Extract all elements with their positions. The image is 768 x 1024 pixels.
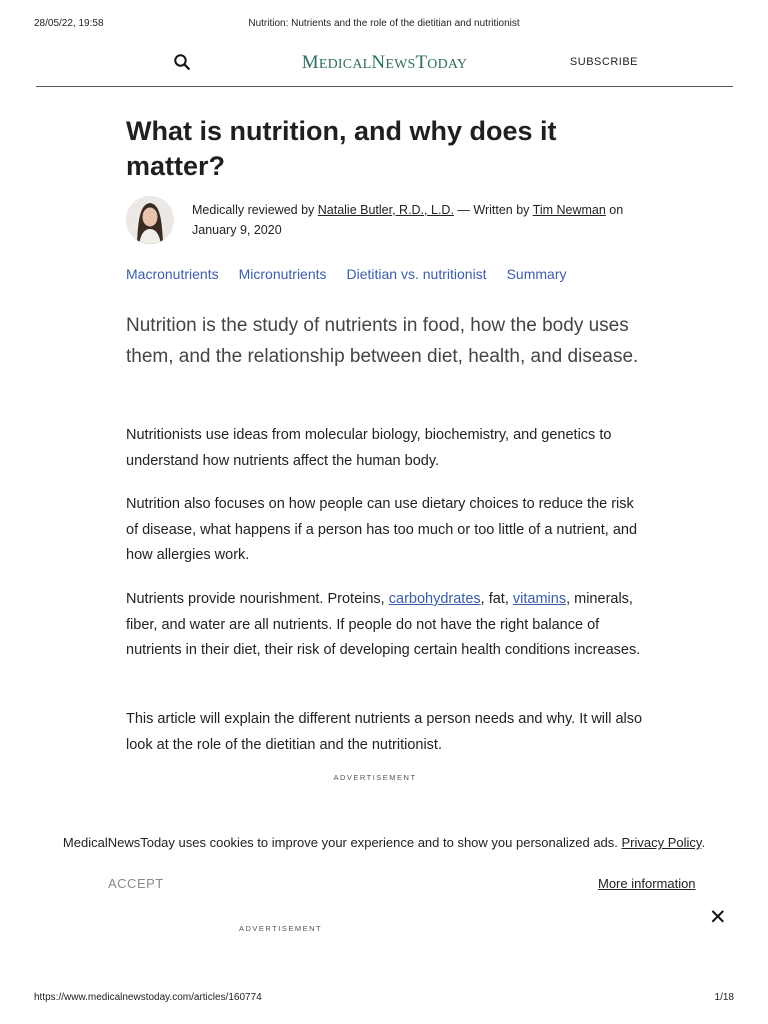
advertisement-label: ADVERTISEMENT (333, 773, 417, 782)
cookie-banner-text (0, 835, 768, 850)
reviewer-avatar (126, 196, 174, 244)
byline (126, 196, 646, 246)
logo-initial-m: M (301, 52, 319, 73)
article-title: What is nutrition, and why does it matter? (126, 116, 557, 181)
print-page-number: 1/18 (714, 992, 734, 1003)
toc-link-summary[interactable]: Summary (506, 266, 567, 282)
print-url: https://www.medicalnewstoday.com/articles/160774 (34, 992, 262, 1003)
table-of-contents (126, 266, 686, 282)
toc-link-micronutrients[interactable]: Micronutrients (238, 266, 327, 282)
print-date: 28/05/22, 19:58 (34, 18, 104, 29)
article-paragraph-3 (126, 587, 646, 664)
paragraph-3-text-end: , minerals, fiber, and water are all nutrients. If people do not have the right balance of nutrients in their diet, their risk of developing certain health conditions increases. (126, 591, 641, 658)
cookie-message: MedicalNewsToday uses cookies to improve your experience and to show you personalized ads. (62, 835, 622, 850)
logo-rest-today: ODAY (427, 57, 468, 72)
vitamins-link[interactable]: vitamins (512, 591, 567, 607)
article-paragraph-2: Nutrition also focuses on how people can use dietary choices to reduce the risk of disease, what happens if a person has too much or too little of a nutrient, and how allergies work. (126, 496, 638, 563)
article-paragraph-4: This article will explain the different nutrients a person needs and why. It will also look at the role of the dietitian and the nutritionist. (126, 711, 643, 753)
article-lead: Nutrition is the study of nutrients in food, how the body uses them, and the relationship between diet, health, and disease. (126, 315, 639, 367)
byline-text (192, 200, 642, 240)
toc-link-macronutrients[interactable]: Macronutrients (126, 266, 219, 282)
article-paragraph-1: Nutritionists use ideas from molecular biology, biochemistry, and genetics to understand how nutrients affect the human body. (126, 427, 612, 469)
reviewed-by-label: Medically reviewed by (192, 203, 318, 217)
cookie-period: . (701, 835, 706, 850)
logo-initial-n: N (371, 52, 386, 73)
logo-rest-news: EWS (385, 57, 416, 72)
carbohydrates-link[interactable]: carbohydrates (388, 591, 481, 607)
paragraph-3-text-middle: , fat, (480, 591, 513, 607)
author-link[interactable]: Tim Newman (532, 203, 606, 217)
publish-date: January 9, 2020 (192, 223, 282, 237)
paragraph-3-text-start: Nutrients provide nourishment. Proteins, (126, 591, 389, 607)
reviewer-link[interactable]: Natalie Butler, R.D., L.D. (317, 203, 454, 217)
print-page-title: Nutrition: Nutrients and the role of the dietitian and nutritionist (248, 18, 520, 29)
advertisement-label-2: ADVERTISEMENT (239, 924, 323, 933)
toc-link-dietitian-vs-nutritionist[interactable]: Dietitian vs. nutritionist (346, 266, 487, 282)
close-icon[interactable]: ✕ (709, 906, 727, 929)
logo-initial-t: T (415, 52, 428, 73)
logo-rest-medical: EDICAL (318, 57, 372, 72)
written-by-label: — Written by (453, 203, 533, 217)
date-prefix: on (605, 203, 624, 217)
accept-cookies-button[interactable]: ACCEPT (108, 876, 164, 891)
privacy-policy-link[interactable]: Privacy Policy (621, 835, 702, 850)
more-information-link[interactable]: More information (598, 876, 696, 891)
site-header (36, 44, 733, 87)
subscribe-button[interactable]: SUBSCRIBE (569, 56, 638, 68)
